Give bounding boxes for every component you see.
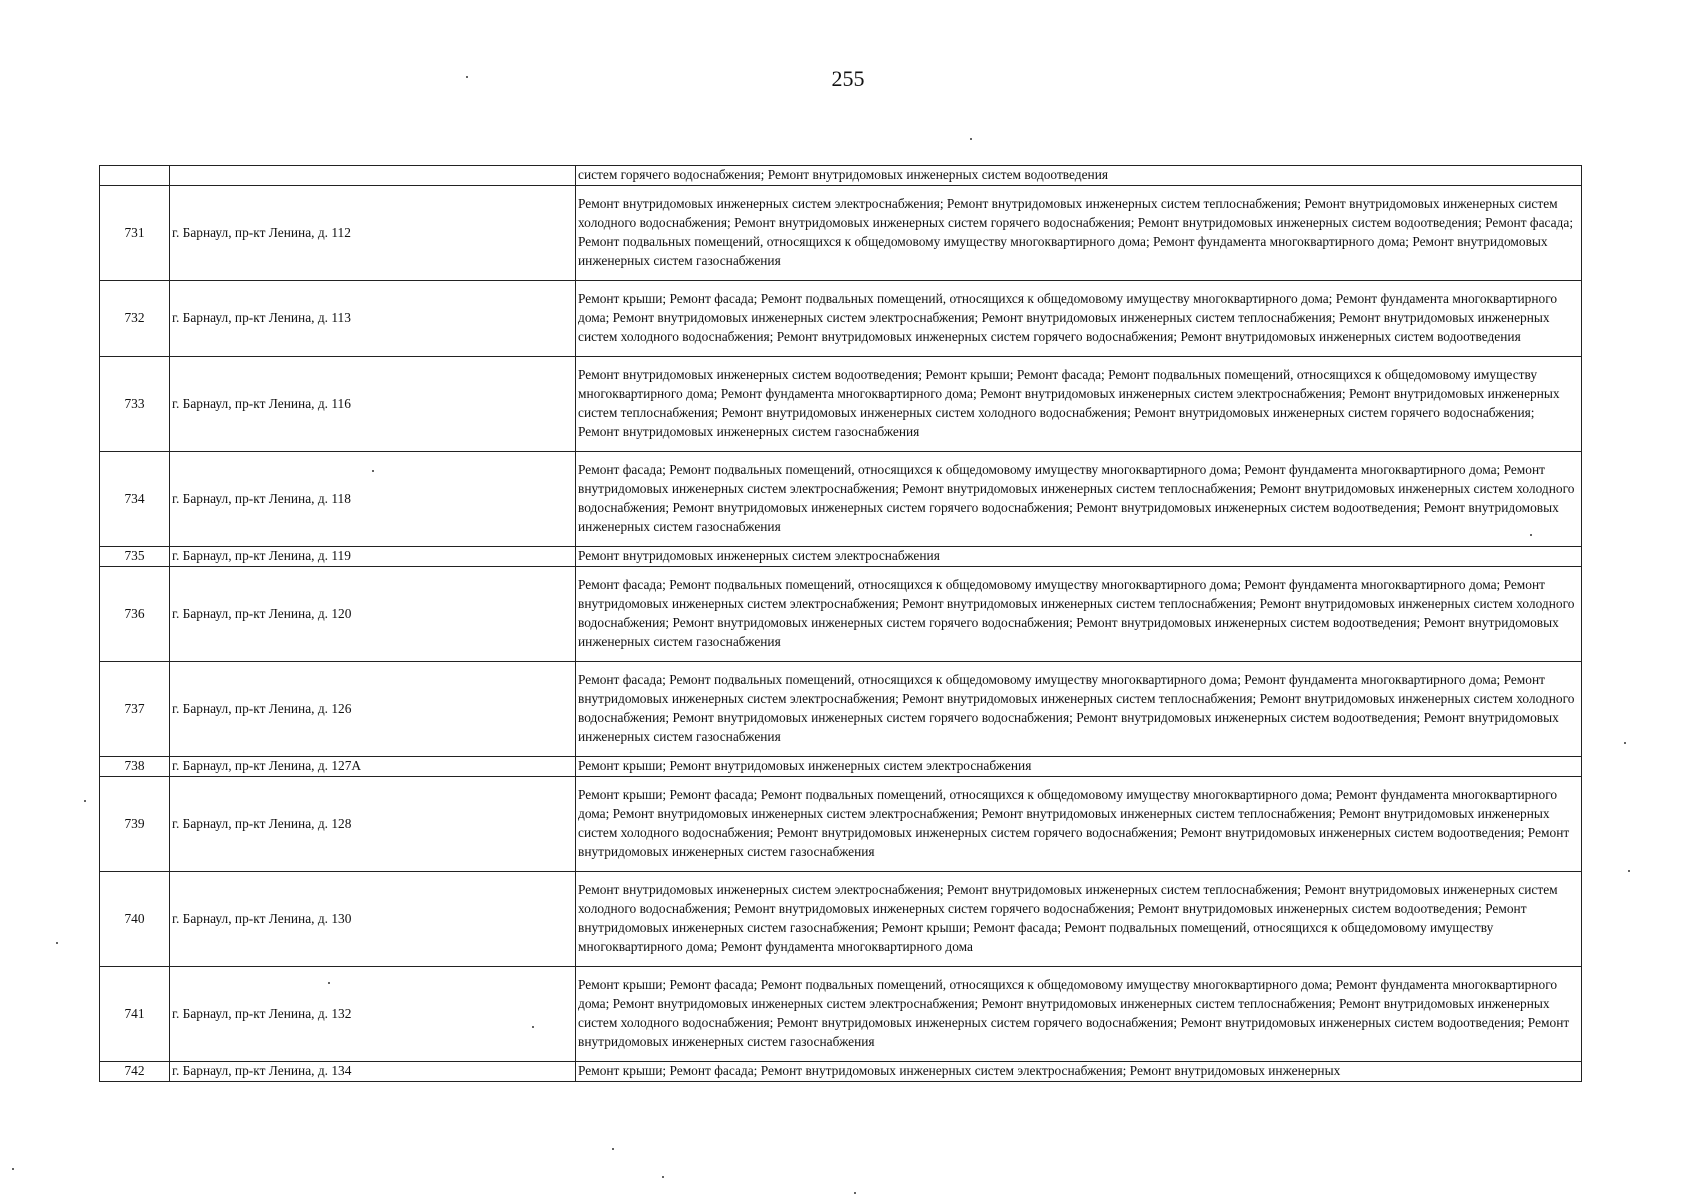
repair-works-cell: Ремонт крыши; Ремонт фасада; Ремонт подвальных помещений, относящихся к общедомовому имуществу многоквартирного дома; Ремонт фундамента многоквартирного дома; Ремонт внутридомовых инженерных систем электроснабжения; Ремонт внутридомовых инженерных систем теплоснабжения; Ремонт внутридомовых инженерных систем холодного водоснабжения; Ремонт внутридомовых инженерных систем горячего водоснабжения; Ремонт внутридомовых инженерных систем водоотведения; Ремонт внутридомовых инженерных систем газоснабжения xyxy=(576,967,1582,1062)
address-cell: г. Барнаул, пр-кт Ленина, д. 132 xyxy=(170,967,576,1062)
scan-speck xyxy=(662,1176,664,1178)
repair-works-cell: Ремонт внутридомовых инженерных систем электроснабжения xyxy=(576,547,1582,567)
table-row xyxy=(100,186,1582,281)
row-number-cell: 733 xyxy=(100,357,170,452)
table-row xyxy=(100,166,1582,186)
scan-speck xyxy=(372,470,374,472)
row-number-cell: 731 xyxy=(100,186,170,281)
address-cell: г. Барнаул, пр-кт Ленина, д. 113 xyxy=(170,281,576,357)
row-number-cell: 737 xyxy=(100,662,170,757)
row-number-cell: 740 xyxy=(100,872,170,967)
table-row xyxy=(100,452,1582,547)
scan-speck xyxy=(854,1192,856,1194)
address-cell: г. Барнаул, пр-кт Ленина, д. 130 xyxy=(170,872,576,967)
scan-speck xyxy=(1628,870,1630,872)
address-cell: г. Барнаул, пр-кт Ленина, д. 134 xyxy=(170,1062,576,1082)
row-number-cell: 736 xyxy=(100,567,170,662)
row-number-cell: 732 xyxy=(100,281,170,357)
scan-speck xyxy=(84,800,86,802)
page-number: 255 xyxy=(831,66,865,91)
scan-speck xyxy=(1530,534,1532,536)
repair-works-cell: систем горячего водоснабжения; Ремонт внутридомовых инженерных систем водоотведения xyxy=(576,166,1582,186)
row-number-cell: 734 xyxy=(100,452,170,547)
address-cell: г. Барнаул, пр-кт Ленина, д. 119 xyxy=(170,547,576,567)
repair-works-cell: Ремонт фасада; Ремонт подвальных помещений, относящихся к общедомовому имуществу многоквартирного дома; Ремонт фундамента многоквартирного дома; Ремонт внутридомовых инженерных систем электроснабжения; Ремонт внутридомовых инженерных систем теплоснабжения; Ремонт внутридомовых инженерных систем холодного водоснабжения; Ремонт внутридомовых инженерных систем горячего водоснабжения; Ремонт внутридомовых инженерных систем водоотведения; Ремонт внутридомовых инженерных систем газоснабжения xyxy=(576,662,1582,757)
row-number-cell: 738 xyxy=(100,757,170,777)
table-row xyxy=(100,662,1582,757)
row-number-cell: 741 xyxy=(100,967,170,1062)
scan-speck xyxy=(1624,742,1626,744)
table-row xyxy=(100,757,1582,777)
repair-works-cell: Ремонт крыши; Ремонт внутридомовых инженерных систем электроснабжения xyxy=(576,757,1582,777)
address-cell: г. Барнаул, пр-кт Ленина, д. 118 xyxy=(170,452,576,547)
address-cell: г. Барнаул, пр-кт Ленина, д. 126 xyxy=(170,662,576,757)
table-row xyxy=(100,567,1582,662)
address-cell xyxy=(170,166,576,186)
table-row xyxy=(100,967,1582,1062)
row-number-cell: 735 xyxy=(100,547,170,567)
repair-works-cell: Ремонт фасада; Ремонт подвальных помещений, относящихся к общедомовому имуществу многоквартирного дома; Ремонт фундамента многоквартирного дома; Ремонт внутридомовых инженерных систем электроснабжения; Ремонт внутридомовых инженерных систем теплоснабжения; Ремонт внутридомовых инженерных систем холодного водоснабжения; Ремонт внутридомовых инженерных систем горячего водоснабжения; Ремонт внутридомовых инженерных систем водоотведения; Ремонт внутридомовых инженерных систем газоснабжения xyxy=(576,567,1582,662)
repair-works-cell: Ремонт внутридомовых инженерных систем электроснабжения; Ремонт внутридомовых инженерных систем теплоснабжения; Ремонт внутридомовых инженерных систем холодного водоснабжения; Ремонт внутридомовых инженерных систем горячего водоснабжения; Ремонт внутридомовых инженерных систем водоотведения; Ремонт внутридомовых инженерных систем газоснабжения; Ремонт крыши; Ремонт фасада; Ремонт подвальных помещений, относящихся к общедомовому имуществу многоквартирного дома; Ремонт фундамента многоквартирного дома xyxy=(576,872,1582,967)
address-cell: г. Барнаул, пр-кт Ленина, д. 127А xyxy=(170,757,576,777)
table-row xyxy=(100,547,1582,567)
row-number-cell: 742 xyxy=(100,1062,170,1082)
row-number-cell xyxy=(100,166,170,186)
table-row xyxy=(100,1062,1582,1082)
address-cell: г. Барнаул, пр-кт Ленина, д. 120 xyxy=(170,567,576,662)
scan-speck xyxy=(612,1148,614,1150)
table-row xyxy=(100,872,1582,967)
scan-speck xyxy=(12,1168,14,1170)
address-cell: г. Барнаул, пр-кт Ленина, д. 128 xyxy=(170,777,576,872)
repair-works-cell: Ремонт внутридомовых инженерных систем водоотведения; Ремонт крыши; Ремонт фасада; Ремонт подвальных помещений, относящихся к общедомовому имуществу многоквартирного дома; Ремонт фундамента многоквартирного дома; Ремонт внутридомовых инженерных систем электроснабжения; Ремонт внутридомовых инженерных систем теплоснабжения; Ремонт внутридомовых инженерных систем холодного водоснабжения; Ремонт внутридомовых инженерных систем горячего водоснабжения; Ремонт внутридомовых инженерных систем газоснабжения xyxy=(576,357,1582,452)
address-cell: г. Барнаул, пр-кт Ленина, д. 112 xyxy=(170,186,576,281)
scan-speck xyxy=(56,942,58,944)
scan-speck xyxy=(328,982,330,984)
scan-speck xyxy=(466,76,468,78)
repair-works-cell: Ремонт внутридомовых инженерных систем электроснабжения; Ремонт внутридомовых инженерных систем теплоснабжения; Ремонт внутридомовых инженерных систем холодного водоснабжения; Ремонт внутридомовых инженерных систем горячего водоснабжения; Ремонт внутридомовых инженерных систем водоотведения; Ремонт фасада; Ремонт подвальных помещений, относящихся к общедомовому имуществу многоквартирного дома; Ремонт фундамента многоквартирного дома; Ремонт внутридомовых инженерных систем газоснабжения xyxy=(576,186,1582,281)
repair-works-cell: Ремонт фасада; Ремонт подвальных помещений, относящихся к общедомовому имуществу многоквартирного дома; Ремонт фундамента многоквартирного дома; Ремонт внутридомовых инженерных систем электроснабжения; Ремонт внутридомовых инженерных систем теплоснабжения; Ремонт внутридомовых инженерных систем холодного водоснабжения; Ремонт внутридомовых инженерных систем горячего водоснабжения; Ремонт внутридомовых инженерных систем водоотведения; Ремонт внутридомовых инженерных систем газоснабжения xyxy=(576,452,1582,547)
repair-works-cell: Ремонт крыши; Ремонт фасада; Ремонт подвальных помещений, относящихся к общедомовому имуществу многоквартирного дома; Ремонт фундамента многоквартирного дома; Ремонт внутридомовых инженерных систем электроснабжения; Ремонт внутридомовых инженерных систем теплоснабжения; Ремонт внутридомовых инженерных систем холодного водоснабжения; Ремонт внутридомовых инженерных систем горячего водоснабжения; Ремонт внутридомовых инженерных систем водоотведения xyxy=(576,281,1582,357)
table-row xyxy=(100,357,1582,452)
repair-works-cell: Ремонт крыши; Ремонт фасада; Ремонт внутридомовых инженерных систем электроснабжения; Ремонт внутридомовых инженерных xyxy=(576,1062,1582,1082)
row-number-cell: 739 xyxy=(100,777,170,872)
repair-registry-table xyxy=(99,165,1582,1082)
address-cell: г. Барнаул, пр-кт Ленина, д. 116 xyxy=(170,357,576,452)
table-row xyxy=(100,777,1582,872)
repair-works-cell: Ремонт крыши; Ремонт фасада; Ремонт подвальных помещений, относящихся к общедомовому имуществу многоквартирного дома; Ремонт фундамента многоквартирного дома; Ремонт внутридомовых инженерных систем электроснабжения; Ремонт внутридомовых инженерных систем теплоснабжения; Ремонт внутридомовых инженерных систем холодного водоснабжения; Ремонт внутридомовых инженерных систем горячего водоснабжения; Ремонт внутридомовых инженерных систем водоотведения; Ремонт внутридомовых инженерных систем газоснабжения xyxy=(576,777,1582,872)
scan-speck xyxy=(970,138,972,140)
table-row xyxy=(100,281,1582,357)
scan-speck xyxy=(532,1026,534,1028)
